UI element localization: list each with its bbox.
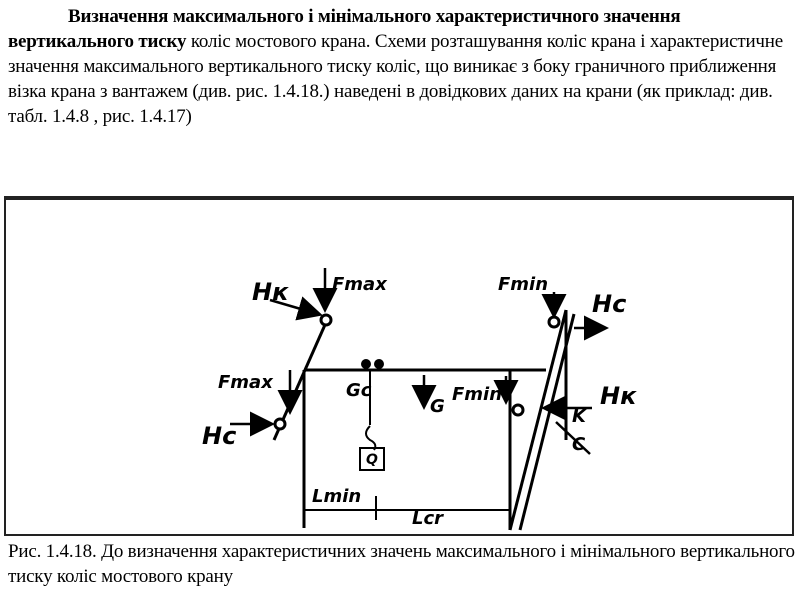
label-lmin: Lmin xyxy=(312,486,362,507)
label-fmax-top: Fmax xyxy=(332,274,387,295)
intro-heading: Визначення максимального і мінімального характеристичного значення вертикального тиску xyxy=(8,6,681,52)
intro-body: коліс мостового крана. Схеми розташування коліс крана і характеристичне значення максимального вертикального тиску коліс, що виникає з боку граничного приближення візка крана з вантажем (див. рис. 1.4.18.) наведені в довідкових даних на крани (як приклад: див. табл. 1.4.8 , рис. 1.4.17) xyxy=(8,31,783,127)
label-q: Q xyxy=(366,452,378,468)
label-hk-right: Hк xyxy=(600,382,637,410)
label-lcr: Lcr xyxy=(412,508,444,529)
crane-diagram xyxy=(6,200,792,534)
label-hc-left: Hc xyxy=(202,422,237,450)
label-gc: Gc xyxy=(346,380,372,401)
label-c-right: C xyxy=(572,434,586,455)
label-fmax-left: Fmax xyxy=(218,372,273,393)
right-end-beam-front xyxy=(510,310,566,530)
label-hk-left: Hк xyxy=(252,278,289,306)
figure-frame xyxy=(4,196,794,536)
label-fmin-top: Fmin xyxy=(498,274,549,295)
label-g: G xyxy=(430,396,445,417)
figure-caption: Рис. 1.4.18. До визначення характеристичних значень максимального і мінімального вертикального тиску коліс мостового крану xyxy=(8,541,795,587)
label-fmin-mid: Fmin xyxy=(452,384,503,405)
label-hc-right: Hc xyxy=(592,290,627,318)
intro-paragraph xyxy=(8,4,792,129)
label-k-right: K xyxy=(572,406,586,427)
